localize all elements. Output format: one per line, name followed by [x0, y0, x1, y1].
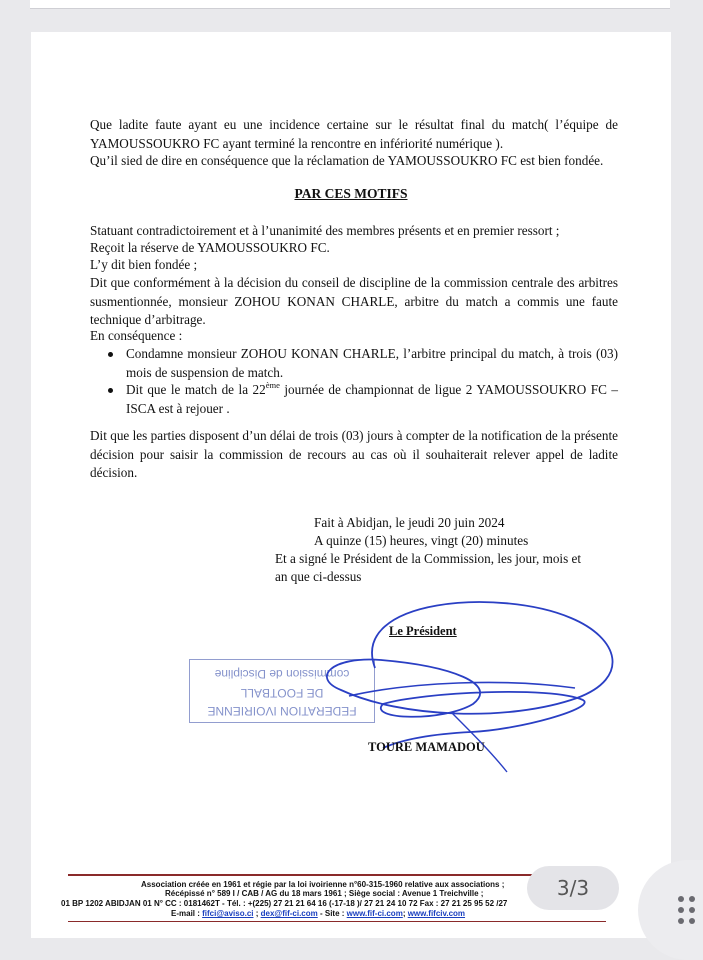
ordinal-suffix: ème: [265, 380, 280, 390]
line-recoit: Reçoit la réserve de YAMOUSSOUKRO FC.: [90, 240, 330, 255]
previous-page-edge: [30, 0, 670, 9]
line-fondee: L’y dit bien fondée ;: [90, 257, 198, 272]
site-link-fifciv[interactable]: www.fifciv.com: [407, 909, 466, 918]
bullet-rejouer-start: Dit que le match de la 22: [126, 382, 266, 397]
page-indicator: 3/3: [527, 866, 619, 910]
footer-line-recepisse: Récépissé n° 589 I / CAB / AG du 18 mars 1961 ; Siège social : Avenue 1 Treichville ;: [165, 889, 484, 898]
email-label: E-mail :: [171, 909, 203, 918]
paragraph-reclamation: Qu’il sied de dire en conséquence que la réclamation de YAMOUSSOUKRO FC est bien fondée.: [90, 153, 604, 168]
closing-time: A quinze (15) heures, vingt (20) minutes: [314, 533, 529, 548]
closing-signature-note: Et a signé le Président de la Commission, les jour, mois et: [275, 551, 582, 566]
bullet-condamne: Condamne monsieur ZOHOU KONAN CHARLE, l’arbitre principal du match, à trois (03) mois de suspension de match.: [126, 346, 618, 380]
email-link-fif[interactable]: dex@fif-ci.com: [260, 909, 318, 918]
site-link-fif-ci[interactable]: www.fif-ci.com: [346, 909, 403, 918]
closing-signature-note-end: an que ci-dessus: [275, 569, 362, 584]
paragraph-conformement: Dit que conformément à la décision du conseil de discipline de la commission centrale des arbitres susmentionnée, monsieur ZOHOU KONAN CHARLE, arbitre du match a commis une faute technique d’arbitrage.: [90, 275, 618, 328]
line-statuant: Statuant contradictoirement et à l’unanimité des membres présents et en premier ressort ;: [90, 223, 560, 238]
footer-line-contacts: 01 BP 1202 ABIDJAN 01 N° CC : 0181462T - Tél. : +(225) 27 21 21 64 16 (-17-18 )/ 27 21 24 10 72 Fax : 27 21 25 95 52 /27: [61, 899, 508, 908]
paragraph-faute: Que ladite faute ayant eu une incidence certaine sur le résultat final du match( l’équipe de YAMOUSSOUKRO FC ayant terminé la rencontre en infériorité numérique ).: [90, 117, 618, 151]
footer-rule-bottom: [68, 921, 606, 922]
footer-line-association: Association créée en 1961 et régie par la loi ivoirienne n°60-315-1960 relative aux associations ;: [141, 880, 505, 889]
document-page[interactable]: [31, 32, 671, 938]
closing-place-date: Fait à Abidjan, le jeudi 20 juin 2024: [314, 515, 505, 530]
site-label: - Site :: [317, 909, 347, 918]
email-link-aviso[interactable]: fifci@aviso.ci: [202, 909, 254, 918]
stamp-line-football: DE FOOTBALL: [240, 686, 324, 700]
stamp-line-federation: FEDERATION IVOIRIENNE: [207, 704, 357, 718]
signatory-name: TOURE MAMADOU: [368, 740, 485, 754]
footer-line-web: [171, 909, 465, 919]
separator: ;: [402, 909, 408, 918]
footer-rule-top: [68, 874, 606, 876]
bullet-rejouer-end: journée de championnat de ligue 2 YAMOUSSOUKRO FC – ISCA est à rejouer .: [126, 382, 618, 416]
line-consequence: En conséquence :: [90, 328, 183, 343]
signature-scribble: [31, 32, 671, 938]
signatory-title: Le Président: [389, 624, 457, 638]
paragraph-delai: Dit que les parties disposent d’un délai de trois (03) jours à compter de la notification de la présente décision pour saisir la commission de recours au cas où il souhaiterait relever appel de ladite décision.: [90, 428, 618, 481]
section-heading: PAR CES MOTIFS: [294, 186, 408, 201]
separator: ;: [253, 909, 261, 918]
stamp-line-commission: commission de Discipline: [214, 667, 350, 681]
